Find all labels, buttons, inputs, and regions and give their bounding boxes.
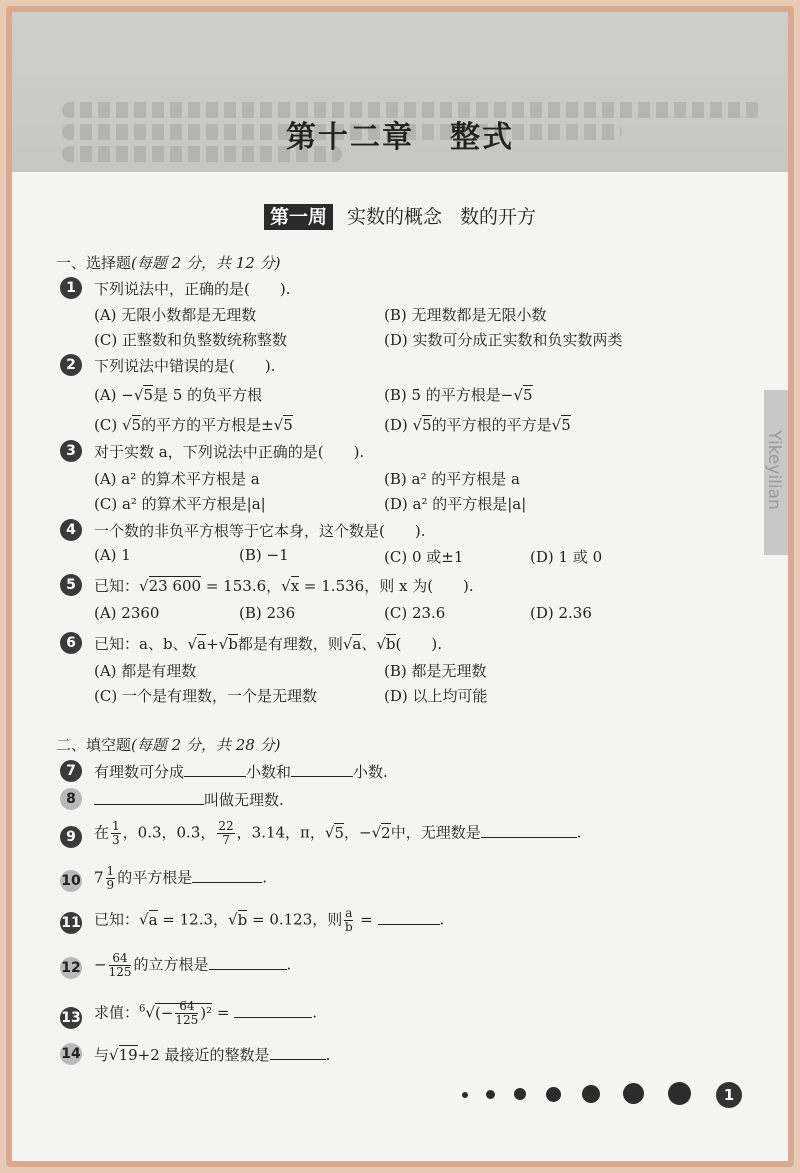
denominator: 3 (112, 833, 120, 847)
answer-blank[interactable] (209, 955, 287, 970)
text: 在 (94, 823, 110, 842)
option-b: (B) 都是无理数 (384, 662, 487, 680)
question-number: 1 (60, 277, 82, 299)
option-a: (A) a² 的算术平方根是 a (94, 470, 260, 488)
radicand: a (148, 910, 158, 929)
question-stem (94, 789, 284, 810)
numerator: 64 (109, 952, 132, 966)
question-stem: 一个数的非负平方根等于它本身，这个数是( ). (94, 522, 426, 540)
chapter-heading (12, 112, 788, 156)
option-a: (A) 2360 (94, 604, 160, 622)
option-a: (A) 无限小数都是无理数 (94, 306, 257, 324)
text: 小数. (353, 763, 388, 781)
numerator: 64 (175, 1000, 198, 1014)
option-b: (B) 5 的平方根是−√5 (384, 386, 533, 404)
week-topic-1: 实数的概念 (346, 206, 442, 228)
option-d: (D) 2.36 (530, 604, 592, 622)
denominator: 125 (108, 965, 132, 979)
decorative-dot (514, 1088, 526, 1100)
option-d: (D) √5的平方根的平方是√5 (384, 416, 571, 434)
text: = 12.3， (157, 910, 229, 929)
numerator: a (345, 906, 353, 920)
option-d: (D) 1 或 0 (530, 548, 603, 566)
radicand: x (290, 577, 300, 595)
text: 已知： (94, 577, 140, 595)
text: = (355, 910, 373, 929)
question-number: 11 (60, 912, 82, 934)
text: 有理数可分成 (94, 763, 185, 781)
answer-blank[interactable] (291, 762, 353, 777)
text: ( ). (395, 635, 443, 653)
radicand: 2 (381, 823, 391, 842)
answer-blank[interactable] (481, 823, 577, 838)
answer-blank[interactable] (94, 790, 204, 805)
side-label: Yikeyilian (764, 430, 784, 510)
section-fill-title (56, 734, 280, 755)
question-number: 9 (60, 826, 82, 848)
fraction (344, 907, 353, 934)
question-stem: 下列说法中错误的是( ). (94, 357, 276, 375)
radicand (154, 999, 213, 1027)
text: 已知：a、b、 (94, 635, 188, 653)
text: = 0.123，则 (247, 910, 343, 929)
question-number: 10 (60, 870, 82, 892)
decorative-dot (668, 1082, 691, 1105)
page-number: 1 (716, 1082, 742, 1108)
text: (C) (94, 416, 122, 434)
option-c: (C) 一个是有理数，一个是无理数 (94, 687, 317, 705)
option-c: (C) 正整数和负整数统称整数 (94, 331, 287, 349)
answer-blank[interactable] (234, 1003, 312, 1018)
answer-blank[interactable] (192, 868, 262, 883)
textbook-page (12, 12, 788, 1161)
fraction (106, 865, 116, 892)
radicand: b (237, 910, 248, 929)
radicand: 5 (422, 416, 432, 434)
fraction (217, 820, 234, 847)
question-stem: − $\frac{64}{125}$ 的立方根是 . (94, 951, 292, 979)
question-stem: 已知：√23 600 = 153.6，√x = 1.536，则 x 为( ). (94, 577, 474, 595)
fraction (111, 820, 121, 847)
question-stem: 下列说法中，正确的是( ). (94, 280, 291, 298)
text: 都是有理数，则 (237, 635, 343, 653)
text: − (94, 955, 107, 974)
question-number: 8 (60, 788, 82, 810)
radicand: 5 (131, 416, 142, 434)
radicand: 5 (283, 416, 293, 434)
section-title: 二、填空题 (56, 736, 132, 754)
question-stem: 求值：$^6$√(− $\frac{64}{125}$ )² = . (94, 999, 318, 1027)
question-stem: 在 $\frac{1}{3}$ ，0.3，0.3̇， $\frac{22}{7}$ ，3.14，π，√5，−√2中，无理数是 . (94, 819, 582, 847)
radicand: 19 (118, 1046, 138, 1064)
root-index: 6 (139, 1003, 146, 1015)
numerator: 1 (112, 819, 120, 833)
question-stem: 已知：√a = 12.3，√b = 0.123，则 $\frac{a}{b}$ = . (94, 906, 445, 934)
text: 的平方根是 (117, 868, 193, 887)
option-a: (A) −√5是 5 的负平方根 (94, 386, 263, 404)
fraction (175, 1000, 198, 1027)
numerator: 1 (106, 864, 115, 878)
text: ，0.3，0.3̇， (122, 823, 216, 842)
text: ，3.14，π， (236, 823, 325, 842)
text: 小数和 (246, 763, 292, 781)
decorative-dot (462, 1092, 468, 1098)
text: + (206, 635, 219, 653)
option-b: (B) −1 (239, 546, 289, 564)
question-number: 6 (60, 632, 82, 654)
text: ，− (344, 823, 372, 842)
option-c: (C) √5的平方的平方根是±√5 (94, 416, 293, 434)
numerator: 22 (218, 819, 234, 833)
answer-blank[interactable] (378, 910, 440, 925)
text: (− (154, 1003, 174, 1022)
radicand: 5 (143, 386, 153, 404)
question-number: 2 (60, 354, 82, 376)
text: 求值： (94, 1003, 140, 1022)
decorative-dot (623, 1083, 644, 1104)
question-number: 14 (60, 1043, 82, 1065)
radicand: 5 (334, 823, 345, 842)
denominator: 125 (175, 1013, 199, 1027)
denominator: 9 (106, 878, 115, 892)
question-number: 3 (60, 440, 82, 462)
text: 中，无理数是 (390, 823, 481, 842)
question-number: 12 (60, 957, 82, 979)
question-stem: 对于实数 a，下列说法中正确的是( ). (94, 443, 365, 461)
text: 的平方的平方根是± (141, 416, 274, 434)
denominator: 7 (222, 833, 230, 847)
text: (A) − (94, 386, 134, 404)
text: 7 (94, 868, 104, 887)
option-b: (B) 无理数都是无限小数 (384, 306, 547, 324)
radicand: a (197, 635, 207, 653)
text: = (212, 1003, 230, 1022)
radicand: b (385, 635, 396, 653)
text: = 153.6， (201, 577, 282, 595)
option-a: (A) 都是有理数 (94, 662, 197, 680)
week-heading (12, 202, 788, 229)
text: (D) (384, 416, 413, 434)
radicand: a (352, 635, 362, 653)
answer-blank[interactable] (184, 762, 246, 777)
text: 叫做无理数. (204, 791, 284, 809)
option-c: (C) 0 或±1 (384, 548, 464, 566)
option-b: (B) 236 (239, 604, 296, 622)
denominator: b (345, 920, 353, 934)
option-d: (D) 以上均可能 (384, 687, 488, 705)
text: 的平方根的平方是 (431, 416, 552, 434)
question-number: 7 (60, 760, 82, 782)
question-stem: 与√19+2 最接近的整数是 . (94, 1046, 331, 1064)
text: = 1.536，则 x 为( ). (299, 577, 474, 595)
decorative-dot (546, 1087, 561, 1102)
text: 与 (94, 1046, 110, 1064)
chapter-subtitle: 整式 (450, 120, 514, 155)
text: 已知： (94, 910, 140, 929)
question-stem: 7 $\frac{1}{9}$ 的平方根是 . (94, 864, 267, 892)
chapter-title: 第十二章 (286, 120, 414, 155)
question-number: 5 (60, 574, 82, 596)
radicand: 5 (561, 416, 571, 434)
question-number: 13 (60, 1007, 82, 1029)
section-choice-title (56, 252, 280, 273)
question-stem (94, 761, 388, 782)
radicand: 23 600 (148, 577, 202, 595)
text: 是 5 的负平方根 (152, 386, 263, 404)
radicand: 5 (522, 386, 533, 404)
option-c: (C) 23.6 (384, 604, 446, 622)
text: )² (200, 1003, 213, 1022)
decorative-dot (582, 1085, 600, 1103)
option-a: (A) 1 (94, 546, 131, 564)
option-c: (C) a² 的算术平方根是|a| (94, 495, 266, 513)
radicand: b (228, 635, 238, 653)
week-topic-2: 数的开方 (460, 206, 537, 228)
question-stem: 已知：a、b、√a+√b都是有理数，则√a、√b( ). (94, 635, 443, 653)
option-d: (D) 实数可分成正实数和负实数两类 (384, 331, 623, 349)
section-title: 一、选择题 (56, 254, 132, 272)
answer-blank[interactable] (270, 1045, 326, 1060)
text: +2 最接近的整数是 (137, 1046, 270, 1064)
question-number: 4 (60, 519, 82, 541)
option-d: (D) a² 的平方根是|a| (384, 495, 527, 513)
week-tag: 第一周 (264, 204, 333, 230)
option-b: (B) a² 的平方根是 a (384, 470, 520, 488)
decorative-dot (486, 1090, 495, 1099)
text: 的立方根是 (133, 955, 209, 974)
fraction (109, 952, 132, 979)
text: 、 (361, 635, 377, 653)
section-note: (每题 2 分，共 28 分) (131, 736, 281, 754)
section-note: (每题 2 分，共 12 分) (131, 254, 281, 272)
text: (B) 5 的平方根是− (384, 386, 514, 404)
